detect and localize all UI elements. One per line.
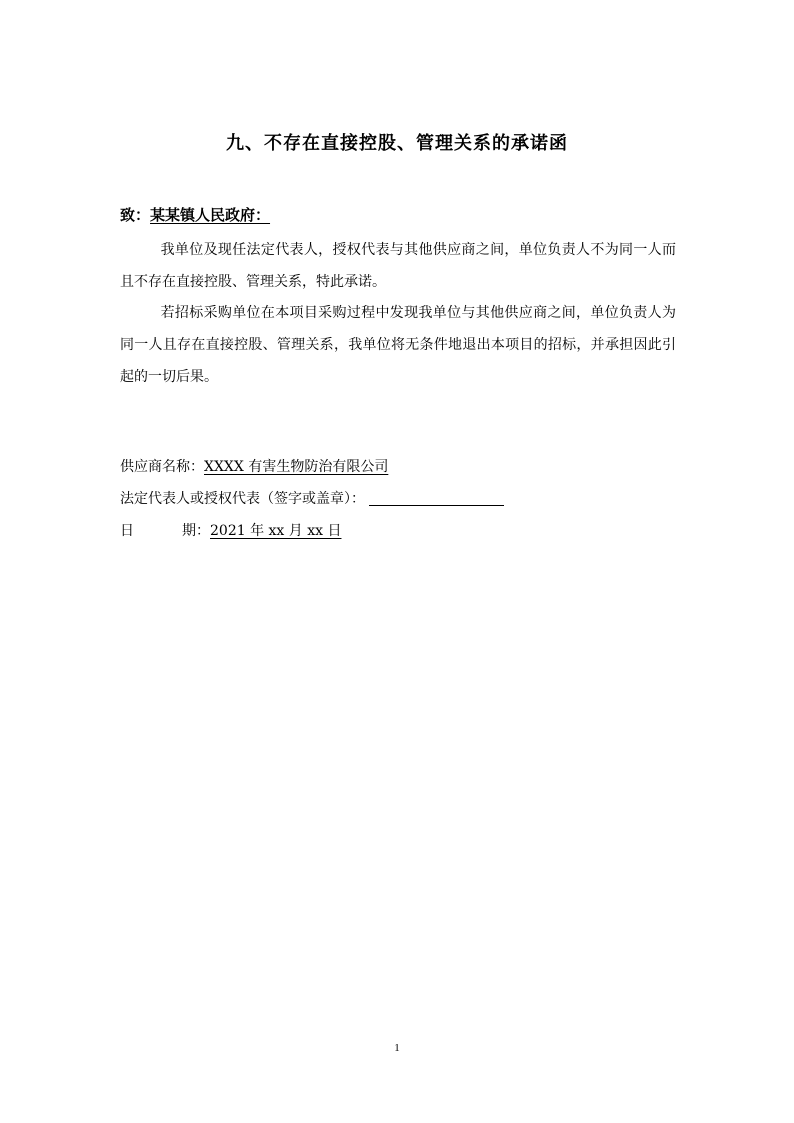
date-value: 2021 年 xx 月 xx 日 (210, 523, 342, 539)
page-number: 1 (394, 1042, 400, 1054)
page-title: 九、不存在直接控股、管理关系的承诺函 (226, 133, 568, 154)
supplier-name-line (120, 456, 388, 478)
signature-line (120, 488, 504, 510)
date-line (120, 520, 341, 542)
signature-label: 法定代表人或授权代表（签字或盖章）： (120, 491, 365, 507)
date-label-start: 日 (120, 523, 134, 539)
supplier-value: XXXX 有害生物防治有限公司 (204, 459, 389, 475)
recipient-prefix: 致： (120, 206, 151, 224)
commitment-paragraph-1: 我单位及现任法定代表人，授权代表与其他供应商之间，单位负责人不为同一人而且不存在直接控股、管理关系，特此承诺。 (120, 242, 676, 290)
supplier-label: 供应商名称： (120, 459, 204, 475)
recipient-name: 某某镇人民政府： (150, 206, 271, 224)
signature-blank (369, 489, 504, 506)
recipient-line (120, 204, 270, 226)
commitment-paragraph-2: 若招标采购单位在本项目采购过程中发现我单位与其他供应商之间，单位负责人为同一人且存在直接控股、管理关系，我单位将无条件地退出本项目的招标，并承担因此引起的一切后果。 (120, 305, 676, 385)
date-label-end: 期： (182, 523, 210, 539)
